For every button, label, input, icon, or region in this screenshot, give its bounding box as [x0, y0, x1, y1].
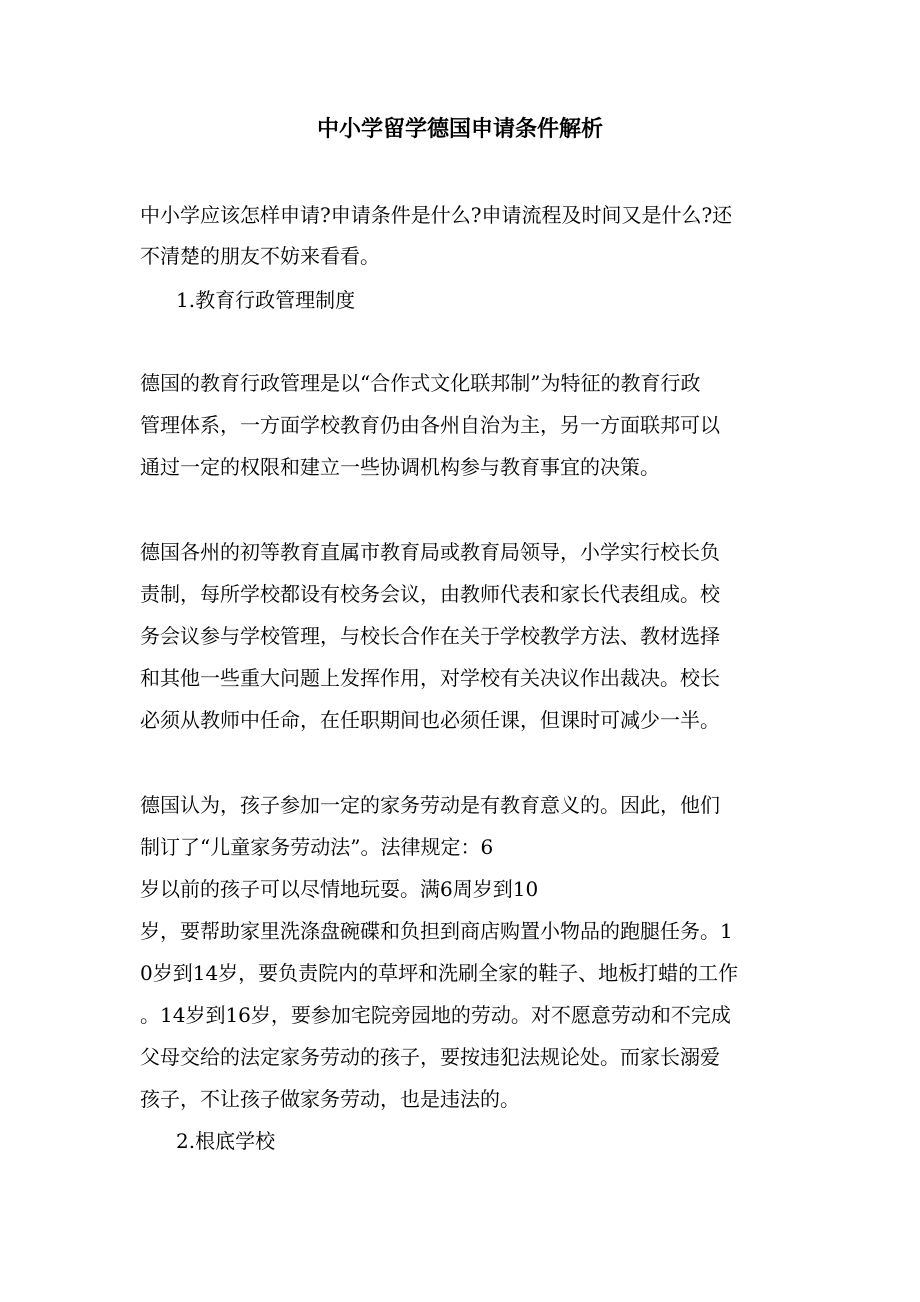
paragraph-line: 制订了“儿童家务劳动法”。法律规定：6 [140, 835, 494, 859]
paragraph-line: 父母交给的法定家务劳动的孩子，要按违犯法规论处。而家长溺爱 [140, 1045, 720, 1069]
paragraph-line: 责制，每所学校都设有校务会议，由教师代表和家长代表组成。校 [140, 582, 720, 606]
intro-line: 中小学应该怎样申请?申请条件是什么?申请流程及时间又是什么?还 [140, 203, 733, 227]
paragraph-line: 。14岁到16岁，要参加宅院旁园地的劳动。对不愿意劳动和不完成 [140, 1003, 731, 1027]
document-title: 中小学留学德国申请条件解析 [316, 116, 603, 142]
paragraph-line: 德国认为，孩子参加一定的家务劳动是有教育意义的。因此，他们 [140, 793, 720, 817]
paragraph-line: 0岁到14岁，要负责院内的草坪和洗刷全家的鞋子、地板打蜡的工作 [140, 961, 739, 985]
paragraph-line: 岁以前的孩子可以尽情地玩耍。满6周岁到10 [140, 877, 539, 901]
paragraph-line: 必须从教师中任命，在任职期间也必须任课，但课时可减少一半。 [140, 708, 720, 732]
section-heading-1: 1.教育行政管理制度 [176, 288, 356, 312]
intro-line: 不清楚的朋友不妨来看看。 [140, 244, 380, 268]
paragraph-line: 和其他一些重大问题上发挥作用，对学校有关决议作出裁决。校长 [140, 666, 720, 690]
section-heading-2: 2.根底学校 [176, 1129, 276, 1153]
paragraph-line: 岁，要帮助家里洗涤盘碗碟和负担到商店购置小物品的跑腿任务。1 [140, 919, 733, 943]
paragraph-line: 务会议参与学校管理，与校长合作在关于学校教学方法、教材选择 [140, 624, 720, 648]
paragraph-line: 德国的教育行政管理是以“合作式文化联邦制”为特征的教育行政 [140, 371, 701, 395]
paragraph-line: 通过一定的权限和建立一些协调机构参与教育事宜的决策。 [140, 455, 660, 479]
paragraph-line: 管理体系，一方面学校教育仍由各州自治为主，另一方面联邦可以 [140, 413, 720, 437]
paragraph-line: 德国各州的初等教育直属市教育局或教育局领导，小学实行校长负 [140, 540, 720, 564]
paragraph-line: 孩子，不让孩子做家务劳动，也是违法的。 [140, 1087, 520, 1111]
